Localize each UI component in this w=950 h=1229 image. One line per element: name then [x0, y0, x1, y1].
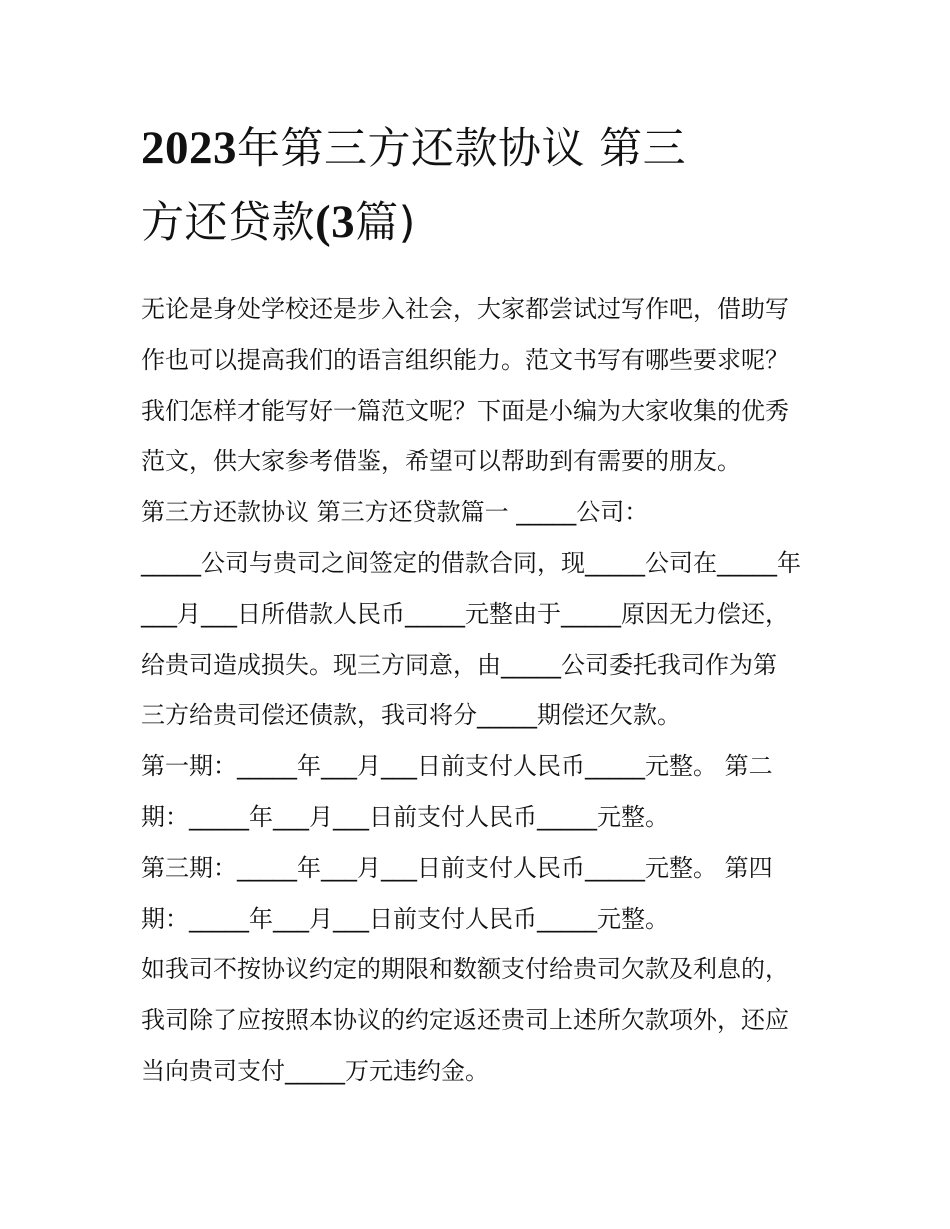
body-line: 我司除了应按照本协议的约定返还贵司上述所欠款项外，还应 [141, 1006, 789, 1035]
body-line: 期：_____年___月___日前支付人民币_____元整。 [141, 904, 669, 933]
title-text-2: 方还贷款 [141, 198, 315, 248]
body-line: 第一期：_____年___月___日前支付人民币_____元整。 第二 [141, 752, 773, 781]
body-line: 无论是身处学校还是步入社会，大家都尝试过写作吧，借助写 [141, 295, 789, 323]
title-count: (3 [315, 196, 356, 248]
body-line: 第三方还款协议 第三方还贷款篇一 _____公司： [141, 498, 649, 527]
document-body [141, 284, 821, 1097]
body-line: 当向贵司支付_____万元违约金。 [141, 1056, 489, 1085]
title-line-1 [141, 112, 821, 186]
body-line: 如我司不按协议约定的期限和数额支付给贵司欠款及利息的， [141, 955, 789, 984]
document-page [141, 112, 821, 1097]
title-text-3: 篇) [355, 198, 416, 248]
body-line: 范文，供大家参考借鉴，希望可以帮助到有需要的朋友。 [141, 447, 741, 476]
body-line: _____公司与贵司之间签定的借款合同，现_____公司在_____年 [141, 548, 801, 577]
title-text-1: 年第三方还款协议 第三 [237, 124, 687, 174]
body-line: 三方给贵司偿还债款，我司将分_____期偿还欠款。 [141, 701, 681, 730]
body-line: 作也可以提高我们的语言组织能力。范文书写有哪些要求呢？ [141, 345, 789, 374]
title-year: 2023 [141, 122, 237, 174]
body-line: ___月___日所借款人民币_____元整由于_____原因无力偿还， [141, 599, 789, 628]
body-line: 期：_____年___月___日前支付人民币_____元整。 [141, 802, 669, 831]
document-title [141, 112, 821, 260]
body-line: 给贵司造成损失。现三方同意，由_____公司委托我司作为第 [141, 650, 777, 679]
body-line: 我们怎样才能写好一篇范文呢？下面是小编为大家收集的优秀 [141, 396, 789, 425]
title-line-2 [141, 186, 821, 260]
body-line: 第三期：_____年___月___日前支付人民币_____元整。 第四 [141, 853, 773, 882]
